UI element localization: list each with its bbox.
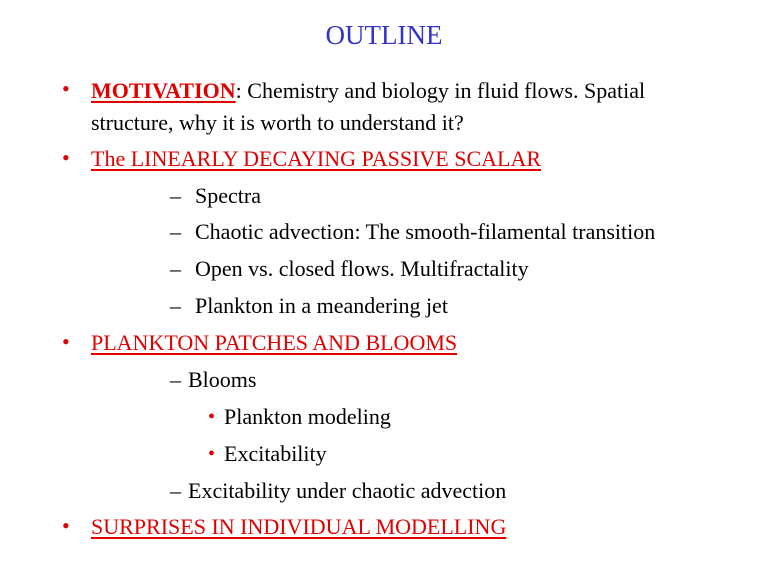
- slide-title: OUTLINE: [325, 20, 443, 50]
- outline-item-surprises: [91, 513, 506, 541]
- surprises-link[interactable]: SURPRISES IN INDIVIDUAL MODELLING: [91, 514, 507, 539]
- sub-bullet-icon: •: [208, 443, 216, 465]
- subsubitem-plankton-modeling: Plankton modeling: [224, 404, 391, 429]
- plankton-patches-link[interactable]: PLANKTON PATCHES AND BLOOMS: [91, 330, 458, 355]
- subitem-spectra: Spectra: [195, 183, 261, 208]
- bullet-icon: •: [62, 145, 70, 170]
- sub-bullet-icon: •: [208, 406, 216, 428]
- outline-item-passive-scalar: [91, 145, 541, 173]
- outline-item-motivation: [91, 77, 645, 105]
- outline-item-plankton-patches: [91, 329, 457, 357]
- dash-icon: –: [170, 367, 181, 392]
- motivation-text-line1: : Chemistry and biology in fluid flows. Spatial: [235, 78, 646, 103]
- subitem-plankton-jet: Plankton in a meandering jet: [195, 293, 448, 318]
- passive-scalar-link[interactable]: The LINEARLY DECAYING PASSIVE SCALAR: [91, 146, 542, 171]
- dash-icon: –: [170, 256, 181, 281]
- motivation-text-line2: structure, why it is worth to understand it?: [91, 110, 464, 135]
- subitem-excitability-chaotic: Excitability under chaotic advection: [188, 478, 507, 503]
- dash-icon: –: [170, 293, 181, 318]
- motivation-link[interactable]: MOTIVATION: [91, 78, 236, 103]
- dash-icon: –: [170, 183, 181, 208]
- subitem-chaotic-advection: Chaotic advection: The smooth-filamental transition: [195, 219, 656, 244]
- subitem-blooms: Blooms: [188, 367, 257, 392]
- bullet-icon: •: [62, 76, 70, 101]
- subitem-open-closed-flows: Open vs. closed flows. Multifractality: [195, 256, 529, 281]
- subsubitem-excitability: Excitability: [224, 441, 327, 466]
- dash-icon: –: [170, 219, 181, 244]
- bullet-icon: •: [62, 329, 70, 354]
- bullet-icon: •: [62, 513, 70, 538]
- dash-icon: –: [170, 478, 181, 503]
